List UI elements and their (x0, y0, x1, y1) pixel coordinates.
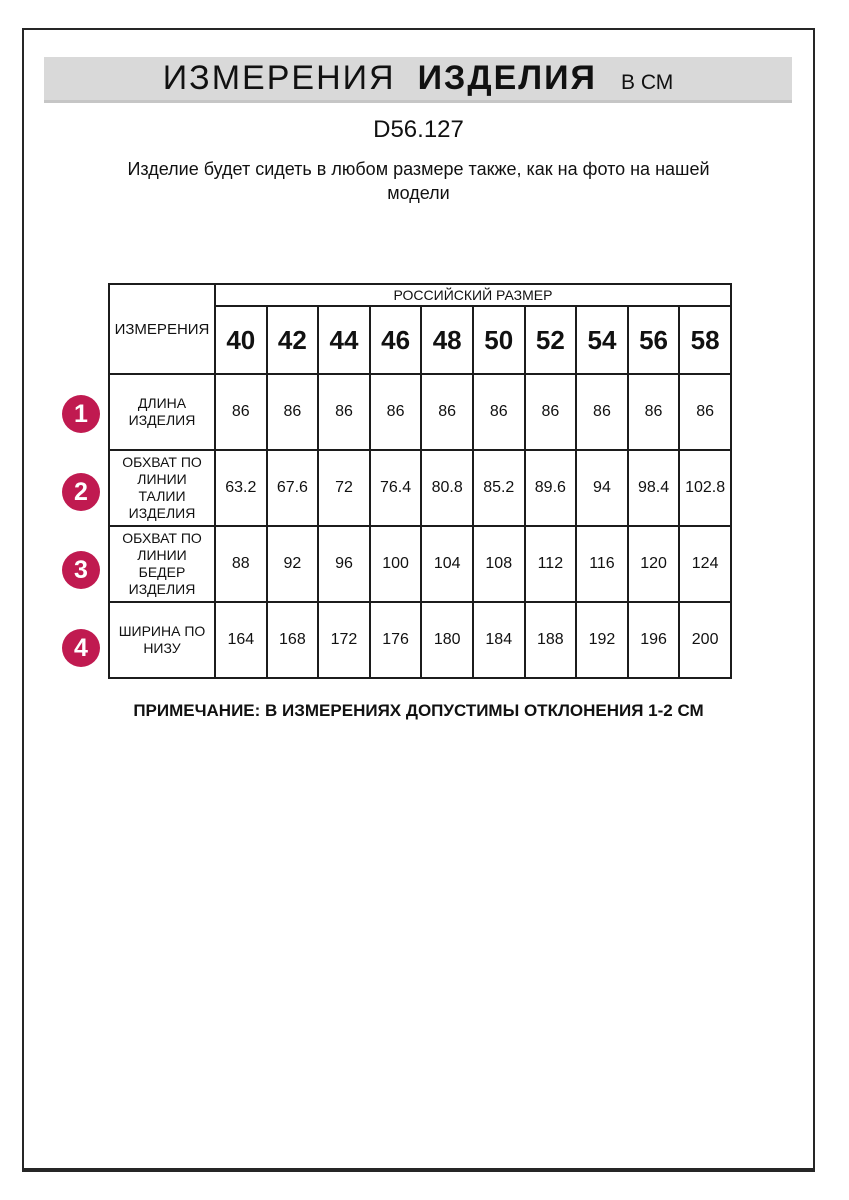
measurement-value: 86 (576, 374, 628, 450)
measurement-value: 168 (267, 602, 319, 678)
measurement-value: 96 (318, 526, 370, 602)
measurement-value: 86 (318, 374, 370, 450)
measurement-value: 196 (628, 602, 680, 678)
measurement-value: 86 (525, 374, 577, 450)
product-code: D56.127 (373, 116, 464, 143)
measurements-column-header: ИЗМЕРЕНИЯ (109, 284, 215, 374)
measurement-value: 188 (525, 602, 577, 678)
size-table (108, 283, 732, 679)
size-column-header-54: 54 (576, 306, 628, 374)
russian-size-group-header: РОССИЙСКИЙ РАЗМЕР (215, 284, 731, 306)
row-number-badge-4: 4 (62, 629, 100, 667)
measurement-value: 94 (576, 450, 628, 526)
table-row-3 (109, 526, 731, 602)
table-row-4 (109, 602, 731, 678)
measurement-value: 72 (318, 450, 370, 526)
measurement-value: 86 (267, 374, 319, 450)
size-column-header-42: 42 (267, 306, 319, 374)
measurement-value: 172 (318, 602, 370, 678)
table-group-header-row (109, 284, 731, 306)
measurement-label: ОБХВАТ ПО ЛИНИИ БЕДЕР ИЗДЕЛИЯ (109, 526, 215, 602)
measurement-value: 86 (421, 374, 473, 450)
measurement-value: 86 (628, 374, 680, 450)
measurement-value: 86 (679, 374, 731, 450)
measurement-value: 98.4 (628, 450, 680, 526)
size-column-header-44: 44 (318, 306, 370, 374)
page-title-measurements: ИЗМЕРЕНИЯ (162, 59, 396, 97)
page-title-product: ИЗДЕЛИЯ (417, 59, 597, 97)
size-column-header-52: 52 (525, 306, 577, 374)
page-title-unit: В СМ (620, 71, 674, 94)
measurement-value: 192 (576, 602, 628, 678)
tolerance-note: ПРИМЕЧАНИЕ: В ИЗМЕРЕНИЯХ ДОПУСТИМЫ ОТКЛОНЕНИЯ 1-2 СМ (133, 701, 704, 720)
measurement-label: ШИРИНА ПО НИЗУ (109, 602, 215, 678)
measurement-label: ОБХВАТ ПО ЛИНИИ ТАЛИИ ИЗДЕЛИЯ (109, 450, 215, 526)
measurement-value: 80.8 (421, 450, 473, 526)
measurement-value: 86 (215, 374, 267, 450)
measurement-value: 180 (421, 602, 473, 678)
size-column-header-50: 50 (473, 306, 525, 374)
measurement-value: 85.2 (473, 450, 525, 526)
measurement-value: 184 (473, 602, 525, 678)
measurement-value: 86 (473, 374, 525, 450)
table-row-1 (109, 374, 731, 450)
measurement-value: 176 (370, 602, 422, 678)
measurement-value: 100 (370, 526, 422, 602)
measurement-value: 67.6 (267, 450, 319, 526)
measurement-value: 89.6 (525, 450, 577, 526)
measurement-value: 164 (215, 602, 267, 678)
measurement-value: 116 (576, 526, 628, 602)
measurement-value: 102.8 (679, 450, 731, 526)
row-number-badge-2: 2 (62, 473, 100, 511)
measurement-value: 63.2 (215, 450, 267, 526)
measurement-value: 88 (215, 526, 267, 602)
table-row-2 (109, 450, 731, 526)
fit-note-subtitle: Изделие будет сидеть в любом размере также, как на фото на нашей модели (127, 159, 710, 203)
measurement-value: 200 (679, 602, 731, 678)
size-column-header-58: 58 (679, 306, 731, 374)
measurement-value: 120 (628, 526, 680, 602)
title-band (44, 57, 792, 103)
measurement-value: 104 (421, 526, 473, 602)
size-column-header-40: 40 (215, 306, 267, 374)
measurement-label: ДЛИНА ИЗДЕЛИЯ (109, 374, 215, 450)
size-column-header-46: 46 (370, 306, 422, 374)
row-number-badge-1: 1 (62, 395, 100, 433)
size-column-header-48: 48 (421, 306, 473, 374)
size-column-header-56: 56 (628, 306, 680, 374)
measurement-value: 108 (473, 526, 525, 602)
measurement-value: 76.4 (370, 450, 422, 526)
measurement-value: 86 (370, 374, 422, 450)
measurement-value: 124 (679, 526, 731, 602)
measurement-value: 112 (525, 526, 577, 602)
page-frame (22, 28, 815, 1172)
measurement-value: 92 (267, 526, 319, 602)
row-number-badge-3: 3 (62, 551, 100, 589)
